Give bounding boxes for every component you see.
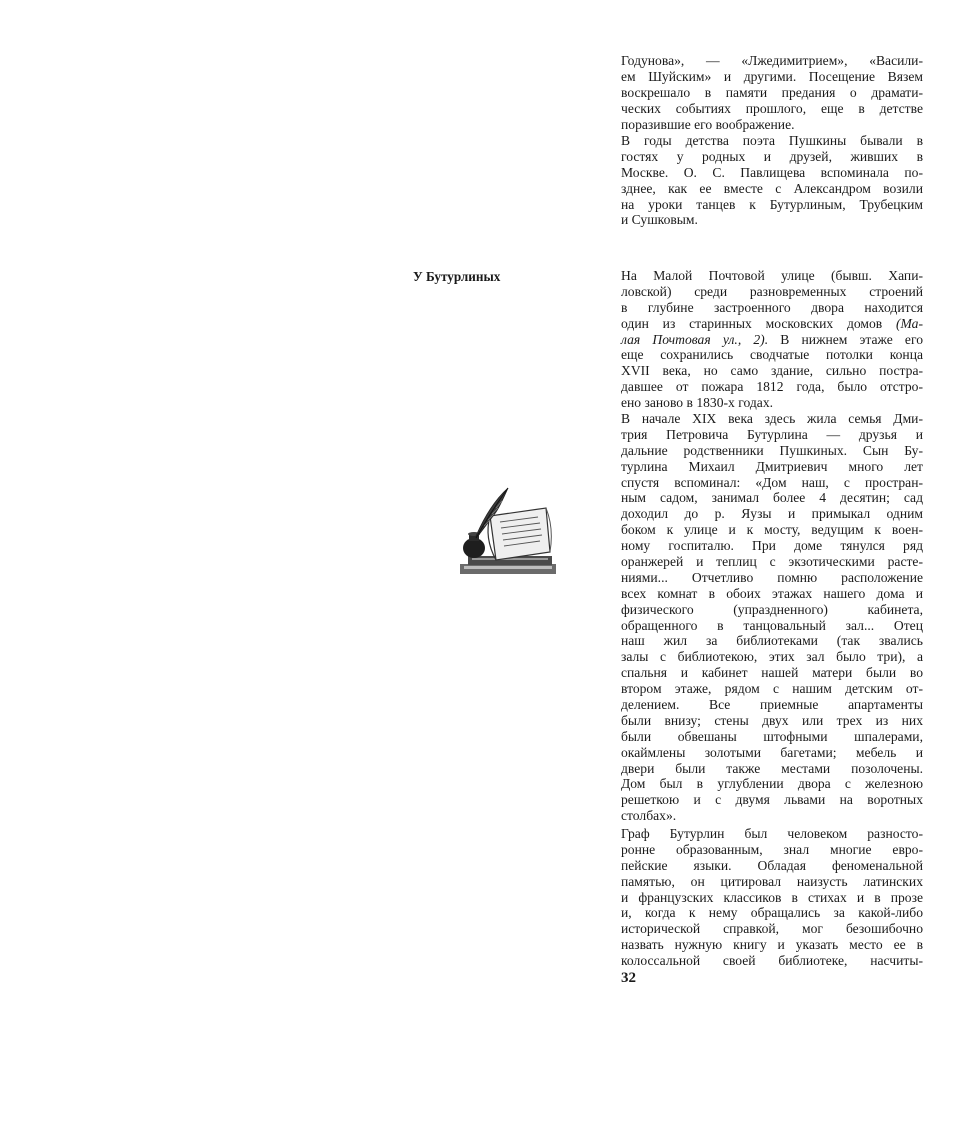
text-line: оранжерей и теплиц с экзотическими расте- xyxy=(621,554,923,570)
text-line: На Малой Почтовой улице (бывш. Хапи- xyxy=(621,268,923,283)
text-line: назвать нужную книгу и указать место ее в xyxy=(621,937,923,953)
text-line: и французских классиков в стихах и в прозе xyxy=(621,889,923,905)
text-line: в глубине застроенного двора находится xyxy=(621,299,923,315)
text-line: делением. Все приемные апартаменты xyxy=(621,697,923,713)
text-line: пейские языки. Обладая феноменальной xyxy=(621,857,923,873)
text-line: давшее от пожара 1812 года, было отстро- xyxy=(621,379,923,395)
text-line: ниями... Отчетливо помню расположение xyxy=(621,569,923,585)
text-line: Годунова», — «Лжедимитрием», «Васили- xyxy=(621,53,923,68)
text-line: гостях у родных и друзей, живших в xyxy=(621,148,923,164)
text-line: XVII века, но само здание, сильно постра- xyxy=(621,363,923,379)
text-line: решеткою и с двумя львами на воротных xyxy=(621,792,923,808)
text-line: наш жил за библиотеками (так звались xyxy=(621,633,923,649)
text-line: спустя вспоминал: «Дом наш, с простран- xyxy=(621,474,923,490)
text-line: спальня и кабинет нашей матери были во xyxy=(621,665,923,681)
text-segment: В нижнем этаже его xyxy=(780,331,923,347)
text-line: еще сохранились сводчатые потолки конца xyxy=(621,347,923,363)
text-line: ловской) среди разновременных строений xyxy=(621,283,923,299)
text-line: всех комнат в обоих этажах нашего дома и xyxy=(621,585,923,601)
text-line: и, когда к нему обращались за какой-либо xyxy=(621,905,923,921)
paragraph-childhood xyxy=(621,133,923,228)
text-line: Граф Бутурлин был человеком разносто- xyxy=(621,826,923,841)
text-line: ем Шуйским» и другими. Посещение Вязем xyxy=(621,68,923,84)
text-line: окаймлены золотыми багетами; мебель и xyxy=(621,744,923,760)
text-line: памятью, он цитировал наизусть латинских xyxy=(621,873,923,889)
text-line: ному госпиталю. При доме тянулся ряд xyxy=(621,538,923,554)
address-italic: (Ма- xyxy=(896,315,923,331)
text-line: втором этаже, рядом с нашим детским от- xyxy=(621,681,923,697)
text-line: поразившие его воображение. xyxy=(621,116,795,132)
text-line: колоссальной своей библиотеке, насчиты- xyxy=(621,953,923,969)
text-line: и Сушковым. xyxy=(621,212,698,228)
paragraph-count xyxy=(621,826,923,969)
text-line: столбах». xyxy=(621,808,677,824)
text-line: на уроки танцев к Бутурлиным, Трубецким xyxy=(621,196,923,212)
text-line: Дом был в углублении двора с железною xyxy=(621,776,923,792)
text-line: боком к улице и к мосту, ведущим к воен- xyxy=(621,522,923,538)
text-line: В начале XIX века здесь жила семья Дми- xyxy=(621,411,923,426)
address-italic: лая Почтовая ул., 2). xyxy=(621,331,769,347)
text-line: исторической справкой, мог безошибочно xyxy=(621,921,923,937)
text-line: ронне образованным, знал многие евро- xyxy=(621,841,923,857)
text-line: турлина Михаил Дмитриевич много лет xyxy=(621,458,923,474)
text-line: физического (упраздненного) кабинета, xyxy=(621,601,923,617)
paragraph-address xyxy=(621,268,923,411)
text-line: обращенного в танцовальный зал... Отец xyxy=(621,617,923,633)
text-line: Москве. О. С. Павлищева вспоминала по- xyxy=(621,164,923,180)
section-heading: У Бутурлиных xyxy=(413,269,501,284)
text-line: были внизу; стены двух или трех из них xyxy=(621,712,923,728)
text-line: залы с библиотекою, этих зал было три), а xyxy=(621,649,923,665)
page-number: 32 xyxy=(621,970,636,986)
text-line: воскрешало в памяти предания о драмати- xyxy=(621,84,923,100)
text-line: двери были также местами позолочены. xyxy=(621,760,923,776)
quill-book-icon xyxy=(450,486,566,586)
text-segment: один из старинных московских домов xyxy=(621,315,883,331)
text-line: зднее, как ее вместе с Александром возили xyxy=(621,180,923,196)
text-line: доходил до р. Яузы и примыкал одним xyxy=(621,506,923,522)
text-line: ческих событиях прошлого, еще в детстве xyxy=(621,100,923,116)
text-line: трия Петровича Бутурлина — друзья и xyxy=(621,426,923,442)
text-line: дальние родственники Пушкиных. Сын Бу- xyxy=(621,442,923,458)
text-line xyxy=(621,316,923,332)
paragraph-memoir xyxy=(621,411,923,824)
text-line xyxy=(621,332,923,348)
paragraph-continuation xyxy=(621,53,923,132)
text-line: В годы детства поэта Пушкины бывали в xyxy=(621,133,923,148)
text-line: ено заново в 1830-х годах. xyxy=(621,395,774,411)
text-line: были обвешаны штофными шпалерами, xyxy=(621,728,923,744)
text-line: ным садом, занимал более 4 десятин; сад xyxy=(621,490,923,506)
